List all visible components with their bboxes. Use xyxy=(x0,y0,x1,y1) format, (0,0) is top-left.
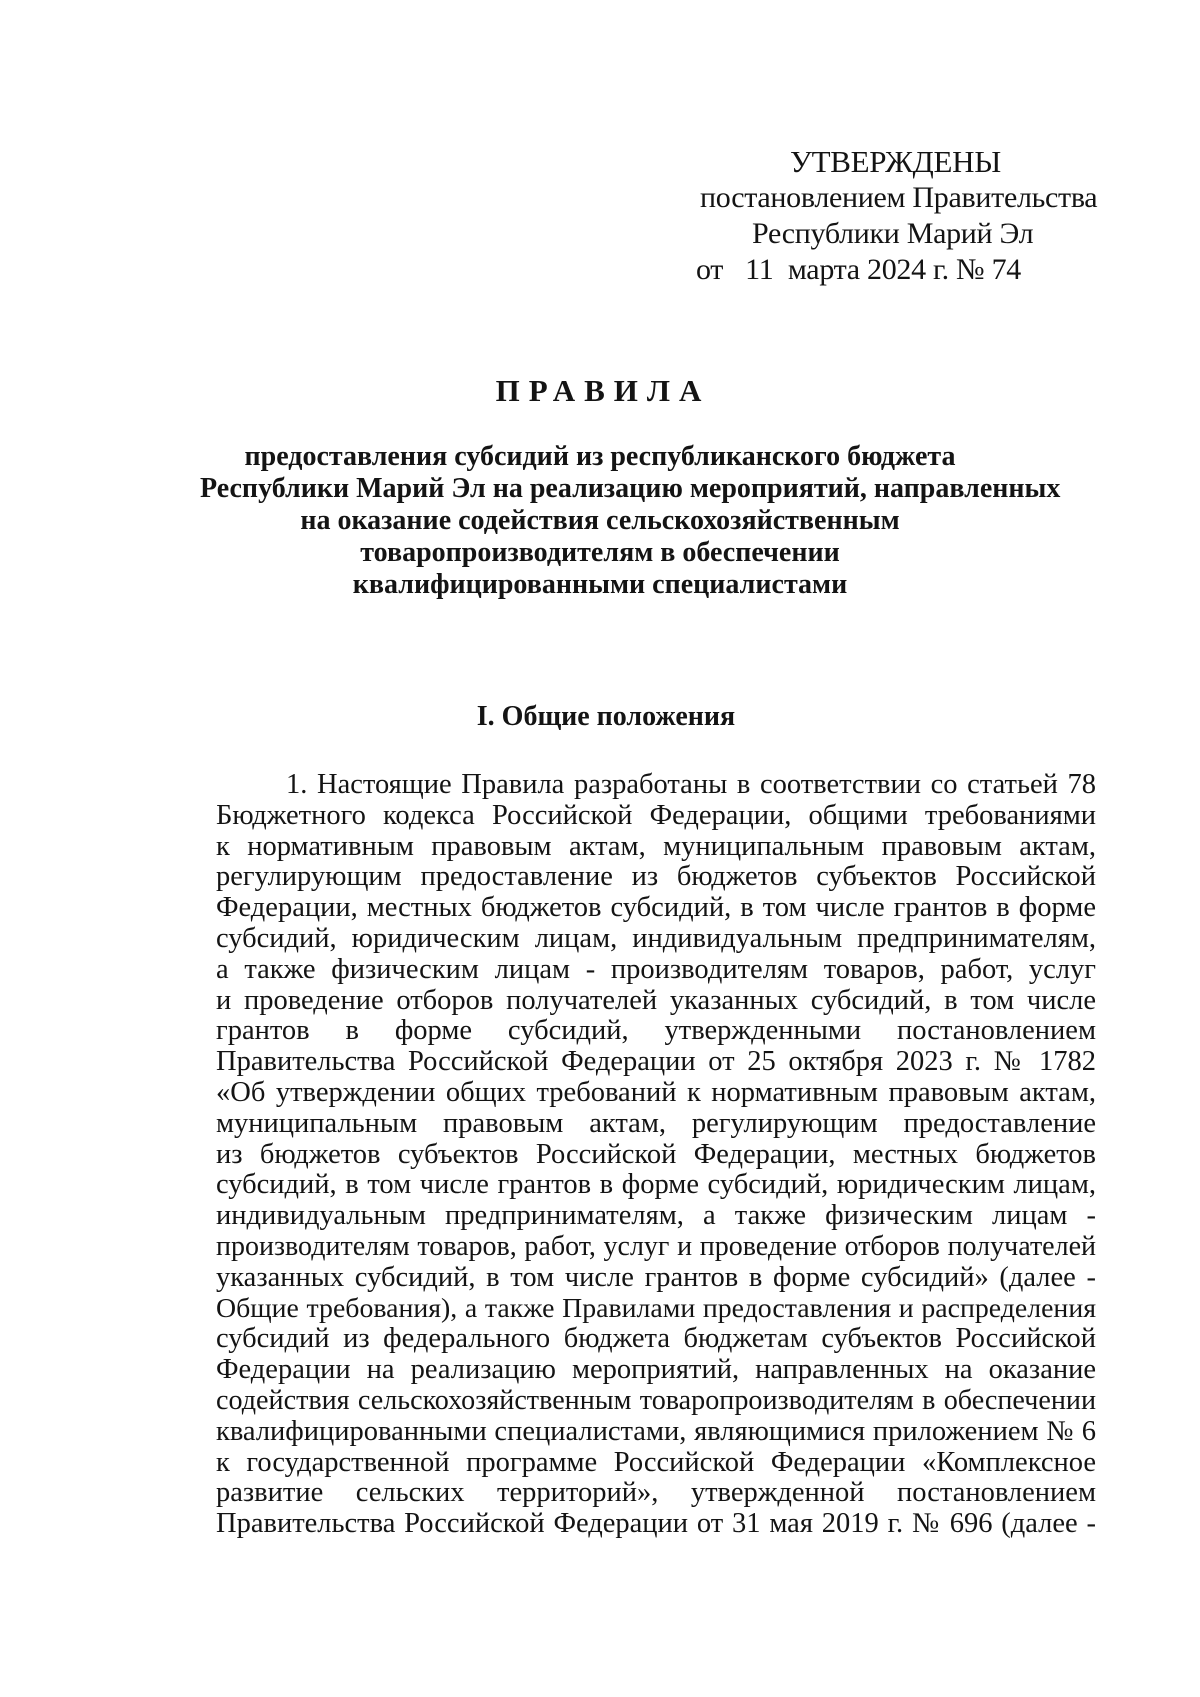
subtitle-line: на оказание содействия сельскохозяйственным xyxy=(300,505,900,536)
approval-line-republic: Республики Марий Эл xyxy=(752,217,1034,250)
paragraph-line: к нормативным правовым актам, муниципальным правовым актам, xyxy=(216,830,1096,862)
paragraph-line: из бюджетов субъектов Российской Федерации, местных бюджетов xyxy=(216,1138,1096,1170)
paragraph-line: грантов в форме субсидий, утвержденными постановлением xyxy=(216,1015,1096,1047)
subtitle-line: товаропроизводителям в обеспечении xyxy=(360,537,840,568)
paragraph-line: субсидий, в том числе грантов в форме субсидий, юридическим лицам, xyxy=(216,1169,1096,1201)
subtitle-line: Республики Марий Эл на реализацию мероприятий, направленных xyxy=(200,473,1061,504)
approval-line-resolution: постановлением Правительства xyxy=(700,181,1098,214)
paragraph-line: Федерации на реализацию мероприятий, направленных на оказание xyxy=(216,1354,1096,1386)
approval-date-day: 11 xyxy=(745,253,774,286)
paragraph-line: муниципальным правовым актам, регулирующим предоставление xyxy=(216,1107,1096,1139)
subtitle-line: квалифицированными специалистами xyxy=(352,569,848,600)
approval-date-prefix: от xyxy=(696,253,724,286)
subtitle-line: предоставления субсидий из республиканского бюджета xyxy=(244,441,956,472)
paragraph-line: субсидий из федерального бюджета бюджетам субъектов Российской xyxy=(216,1323,1096,1355)
approval-date-rest: марта 2024 г. № 74 xyxy=(787,253,1021,286)
approval-heading: УТВЕРЖДЕНЫ xyxy=(790,144,1001,179)
paragraph-line: Правительства Российской Федерации от 31 мая 2019 г. № 696 (далее - xyxy=(216,1508,1096,1540)
paragraph-line: Правительства Российской Федерации от 25 октября 2023 г. № 1782 xyxy=(216,1046,1096,1078)
paragraph-line: и проведение отборов получателей указанных субсидий, в том числе xyxy=(216,984,1096,1016)
paragraph-line: развитие сельских территорий», утвержденной постановлением xyxy=(216,1477,1096,1509)
paragraph-line: «Об утверждении общих требований к нормативным правовым актам, xyxy=(216,1076,1096,1108)
paragraph-line: 1. Настоящие Правила разработаны в соответствии со статьей 78 xyxy=(286,769,1096,800)
paragraph-line: Общие требования), а также Правилами предоставления и распределения xyxy=(216,1292,1096,1324)
paragraph-line: к государственной программе Российской Федерации «Комплексное xyxy=(216,1446,1096,1478)
paragraph-line: субсидий, юридическим лицам, индивидуальным предпринимателям, xyxy=(216,922,1096,954)
paragraph-line: Федерации, местных бюджетов субсидий, в том числе грантов в форме xyxy=(216,892,1096,924)
approval-stamp xyxy=(696,144,1120,288)
paragraph-1 xyxy=(216,770,1096,1540)
paragraph-line: регулирующим предоставление из бюджетов субъектов Российской xyxy=(216,861,1096,893)
section-heading: I. Общие положения xyxy=(476,701,736,732)
paragraph-line: квалифицированными специалистами, являющимися приложением № 6 xyxy=(216,1415,1096,1447)
paragraph-line: Бюджетного кодекса Российской Федерации, общими требованиями xyxy=(216,799,1096,831)
paragraph-line: указанных субсидий, в том числе грантов в форме субсидий» (далее - xyxy=(216,1261,1096,1293)
document-title: ПРАВИЛА xyxy=(495,373,711,408)
paragraph-line: производителям товаров, работ, услуг и проведение отборов получателей xyxy=(216,1230,1096,1262)
paragraph-line: индивидуальным предпринимателям, а также физическим лицам - xyxy=(216,1200,1096,1232)
approval-date-line xyxy=(696,252,1120,288)
paragraph-line: содействия сельскохозяйственным товаропроизводителям в обеспечении xyxy=(216,1384,1096,1416)
document-subtitle xyxy=(200,441,1061,601)
paragraph-line: а также физическим лицам - производителям товаров, работ, услуг xyxy=(216,953,1096,985)
